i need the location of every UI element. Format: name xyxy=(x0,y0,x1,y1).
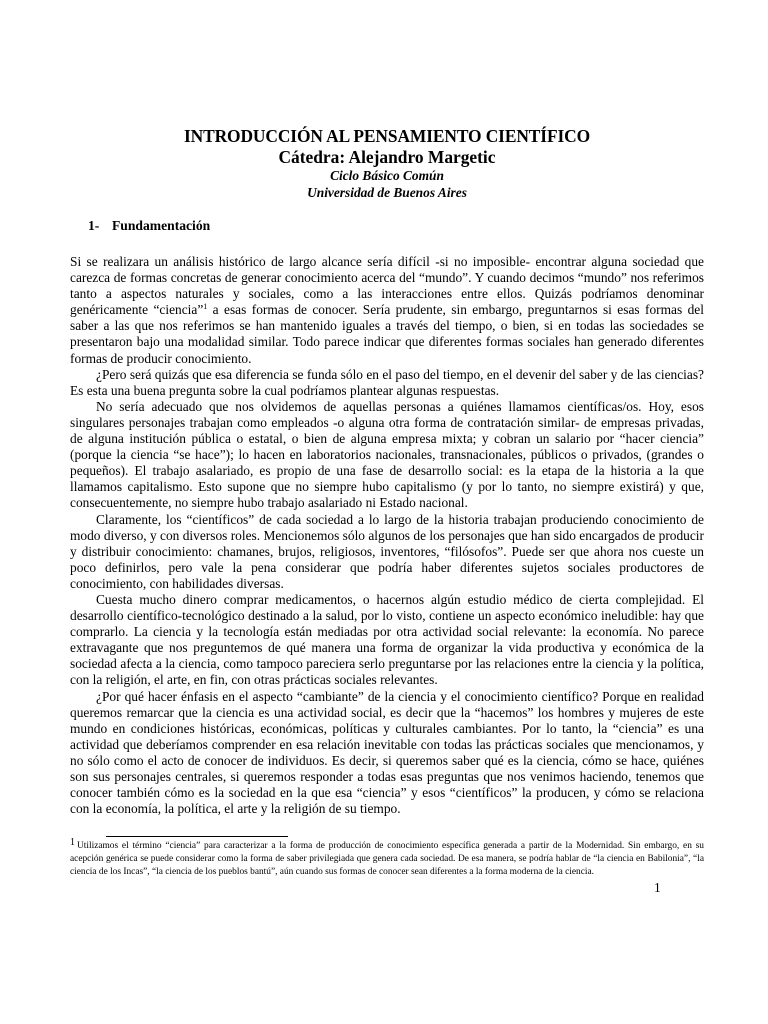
footnote-text: Utilizamos el término “ciencia” para caracterizar a la forma de producción de conocimiento específica generada a partir de la Modernidad. Sin embargo, en su acepción genérica se puede considerar como la forma de saber privilegiada que genera cada sociedad. De esa manera, se podría hablar de “la ciencia en Babilonia”, “la ciencia de los Incas”, “la ciencia de los pueblos bantú”, aún cuando sus formas de conocer sean diferentes a la forma moderna de la ciencia. xyxy=(70,841,704,878)
section-title: Fundamentación xyxy=(112,218,211,233)
course-name: Ciclo Básico Común xyxy=(330,168,444,183)
paragraph-6: ¿Por qué hacer énfasis en el aspecto “cambiante” de la ciencia y el conocimiento científico? Porque en realidad queremos remarcar que la ciencia es una actividad social, es decir que la “hacemos” los hombres y mujeres de este mundo en condiciones históricas, económicas, políticas y culturales cambiantes. Por lo tanto, la “ciencia” es una actividad que deberíamos comprender en esa relación inevitable con todas las prácticas sociales que mencionamos, y no sólo como el acto de conocer de individuos. Es decir, si queremos saber qué es la ciencia, cómo se hace, quiénes son sus personajes centrales, si queremos responder a todas esas preguntas que nos venimos haciendo, tenemos que conocer también cómo es la sociedad en la que esa “ciencia” y esos “científicos” la producen, y cómo se relaciona con la economía, la política, el arte y la religión de su tiempo. xyxy=(70,688,704,817)
footnote-mark: 1 xyxy=(70,837,75,848)
paragraph-4: Claramente, los “científicos” de cada sociedad a lo largo de la historia trabajan produciendo conocimiento de modo diverso, y con diversos roles. Mencionemos sólo algunos de los personajes que han sido encargados de producir y distribuir conocimiento: chamanes, brujos, religiosos, inventores, “filósofos”. Puede ser que ahora nos cueste un poco definirlos, pero vale la pena considerar que podría haber diferentes sujetos sociales productores de conocimiento, con habilidades diversas. xyxy=(70,511,704,591)
page-number: 1 xyxy=(654,880,661,895)
document-page xyxy=(70,126,704,817)
footnote-divider xyxy=(106,836,288,837)
section-number: 1- xyxy=(88,218,100,233)
footnote-reference[interactable]: 1 xyxy=(203,302,208,312)
section-heading xyxy=(88,217,704,234)
paragraph-2: ¿Pero será quizás que esa diferencia se funda sólo en el paso del tiempo, en el devenir del saber y de las ciencias? Es esta una buena pregunta sobre la cual podríamos plantear algunas respuestas. xyxy=(70,366,704,398)
paragraph-1-end: a esas formas de conocer. Sería prudente, sin embargo, preguntarnos si esas formas del saber a las que nos referimos se han mantenido iguales a través del tiempo, o bien, si en todas las sociedades se presentaron bajo una modalidad similar. Todo parece indicar que diferentes formas sociales han generado diferentes formas de producir conocimiento. xyxy=(70,302,704,366)
footnote xyxy=(70,837,704,879)
paragraph-1 xyxy=(70,254,704,367)
document-title: INTRODUCCIÓN AL PENSAMIENTO CIENTÍFICO xyxy=(183,126,591,146)
university-name: Universidad de Buenos Aires xyxy=(307,185,467,200)
document-header xyxy=(70,126,704,201)
body-text xyxy=(70,254,704,817)
paragraph-5: Cuesta mucho dinero comprar medicamentos, o hacernos algún estudio médico de cierta complejidad. El desarrollo científico-tecnológico destinado a la salud, por lo visto, contiene un aspecto económico ineludible: hay que comprarlo. La ciencia y la tecnología están mediadas por otra actividad social relevante: la economía. No parece extravagante que nos preguntemos de qué manera una forma de organizar la vida productiva y económica de la sociedad afecta a la ciencia, como tampoco pareciera serlo preguntarse por las relaciones entre la ciencia y la política, con la religión, el arte, en fin, con otras prácticas sociales relevantes. xyxy=(70,591,704,688)
chair-subtitle: Cátedra: Alejandro Margetic xyxy=(278,147,496,167)
paragraph-3: No sería adecuado que nos olvidemos de aquellas personas a quiénes llamamos científicas/os. Hoy, esos singulares personajes trabajan como empleados -o alguna otra forma de contratación similar- de empresas privadas, de alguna institución pública o estatal, o bien de alguna empresa mixta; y cobran un salario por “hacer ciencia” (porque la ciencia “se hace”); lo hacen en laboratorios nacionales, transnacionales, públicos o privados, (grandes o pequeños). El trabajo asalariado, es propio de una fase de desarrollo social: es la etapa de la historia a la que llamamos capitalismo. Esto supone que no siempre hubo capitalismo (y por lo tanto, no siempre existirá) y que, consecuentemente, no siempre hubo trabajo asalariado ni Estado nacional. xyxy=(70,398,704,511)
paragraph-1-start: Si se realizara un análisis histórico de largo alcance sería difícil -si no imposible- encontrar alguna sociedad que carezca de formas concretas de generar conocimiento acerca del “mundo”. Y cuando decimos “mundo” nos referimos tanto a aspectos naturales y sociales, como a las interacciones entre ellos. Quizás podríamos denominar genéricamente “ciencia” xyxy=(70,254,704,318)
